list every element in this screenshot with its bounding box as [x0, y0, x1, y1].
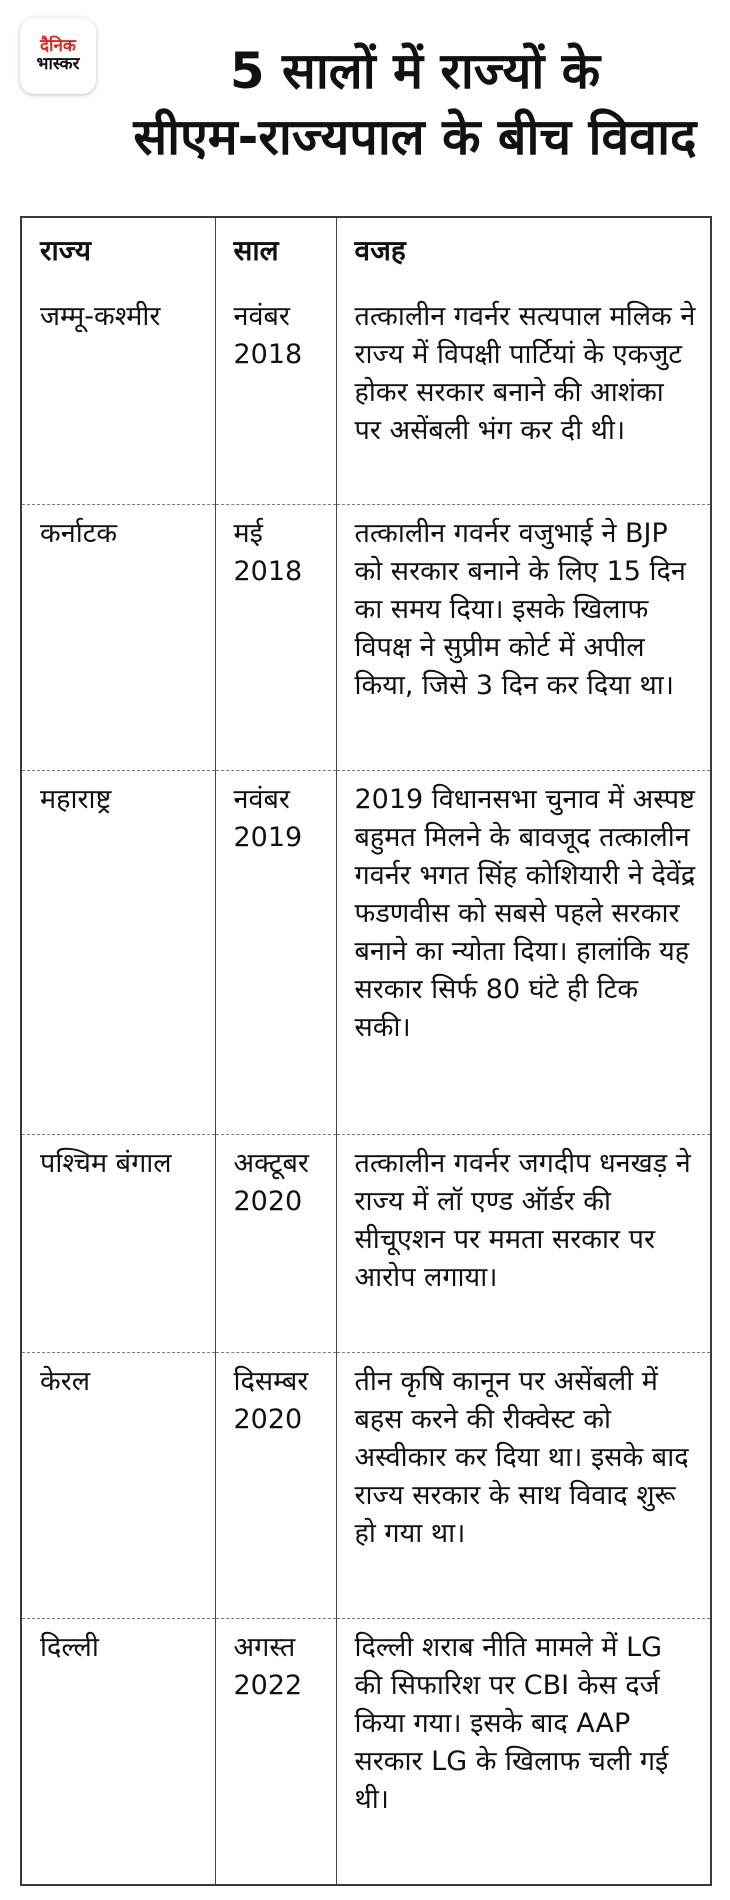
year-text: 2018 — [233, 556, 303, 588]
table-row — [22, 288, 710, 505]
table-row — [22, 1618, 710, 1884]
year-cell — [215, 1352, 336, 1618]
page-title — [110, 38, 720, 170]
year-text: 2018 — [233, 339, 303, 370]
month-text: अगस्त — [233, 1631, 296, 1663]
reason-cell: दिल्ली शराब नीति मामले में LG की सिफारिश पर CBI केस दर्ज किया गया। इसके बाद AAP सरकार LG के खिलाफ चली गई थी। — [336, 1618, 710, 1884]
year-text: 2019 — [233, 822, 303, 854]
disputes-table-container — [20, 216, 712, 1886]
month-text: दिसम्बर — [233, 1365, 309, 1397]
month-text: मई — [233, 518, 263, 550]
table-header-row — [22, 218, 710, 288]
year-cell — [215, 771, 336, 1135]
state-cell: जम्मू-कश्मीर — [22, 288, 215, 505]
dainik-bhaskar-logo — [20, 18, 96, 94]
logo-line-2: भास्कर — [36, 54, 80, 74]
reason-cell: तीन कृषि कानून पर असेंबली में बहस करने की रीक्वेस्ट को अस्वीकार कर दिया था। इसके बाद राज्य सरकार के साथ विवाद शुरू हो गया था। — [336, 1352, 710, 1618]
year-cell — [215, 1135, 336, 1352]
state-cell: पश्चिम बंगाल — [22, 1135, 215, 1352]
disputes-table — [22, 218, 710, 1884]
year-text: 2020 — [233, 1186, 303, 1218]
header-year: साल — [215, 218, 336, 288]
table-row — [22, 1135, 710, 1352]
logo-line-1: दैनिक — [40, 36, 76, 57]
title-line-1: 5 सालों में राज्यों के — [229, 42, 601, 100]
month-text: अक्टूबर — [233, 1148, 309, 1180]
header-state: राज्य — [22, 218, 215, 288]
table-row — [22, 1352, 710, 1618]
reason-cell: तत्कालीन गवर्नर जगदीप धनखड़ ने राज्य में लॉ एण्ड ऑर्डर की सीचूएशन पर ममता सरकार पर आरोप लगाया। — [336, 1135, 710, 1352]
header-reason: वजह — [336, 218, 710, 288]
table-row — [22, 771, 710, 1135]
year-cell — [215, 1618, 336, 1884]
year-text: 2022 — [233, 1669, 303, 1701]
month-text: नवंबर — [233, 301, 290, 332]
month-text: नवंबर — [233, 784, 290, 816]
state-cell: केरल — [22, 1352, 215, 1618]
table-row — [22, 505, 710, 771]
state-cell: महाराष्ट्र — [22, 771, 215, 1135]
title-line-2: सीएम-राज्यपाल के बीच विवाद — [133, 108, 697, 166]
year-cell — [215, 505, 336, 771]
state-cell: कर्नाटक — [22, 505, 215, 771]
reason-cell: तत्कालीन गवर्नर सत्यपाल मलिक ने राज्य में विपक्षी पार्टियां के एकजुट होकर सरकार बनाने की आशंका पर असेंबली भंग कर दी थी। — [336, 288, 710, 505]
reason-cell: 2019 विधानसभा चुनाव में अस्पष्ट बहुमत मिलने के बावजूद तत्कालीन गवर्नर भगत सिंह कोशियारी ने देवेंद्र फडणवीस को सबसे पहले सरकार बनाने का न्योता दिया। हालांकि यह सरकार सिर्फ 80 घंटे ही टिक सकी। — [336, 771, 710, 1135]
state-cell: दिल्ली — [22, 1618, 215, 1884]
year-text: 2020 — [233, 1403, 303, 1435]
year-cell — [215, 288, 336, 505]
reason-cell: तत्कालीन गवर्नर वजुभाई ने BJP को सरकार बनाने के लिए 15 दिन का समय दिया। इसके खिलाफ विपक्ष ने सुप्रीम कोर्ट में अपील किया, जिसे 3 दिन कर दिया था। — [336, 505, 710, 771]
